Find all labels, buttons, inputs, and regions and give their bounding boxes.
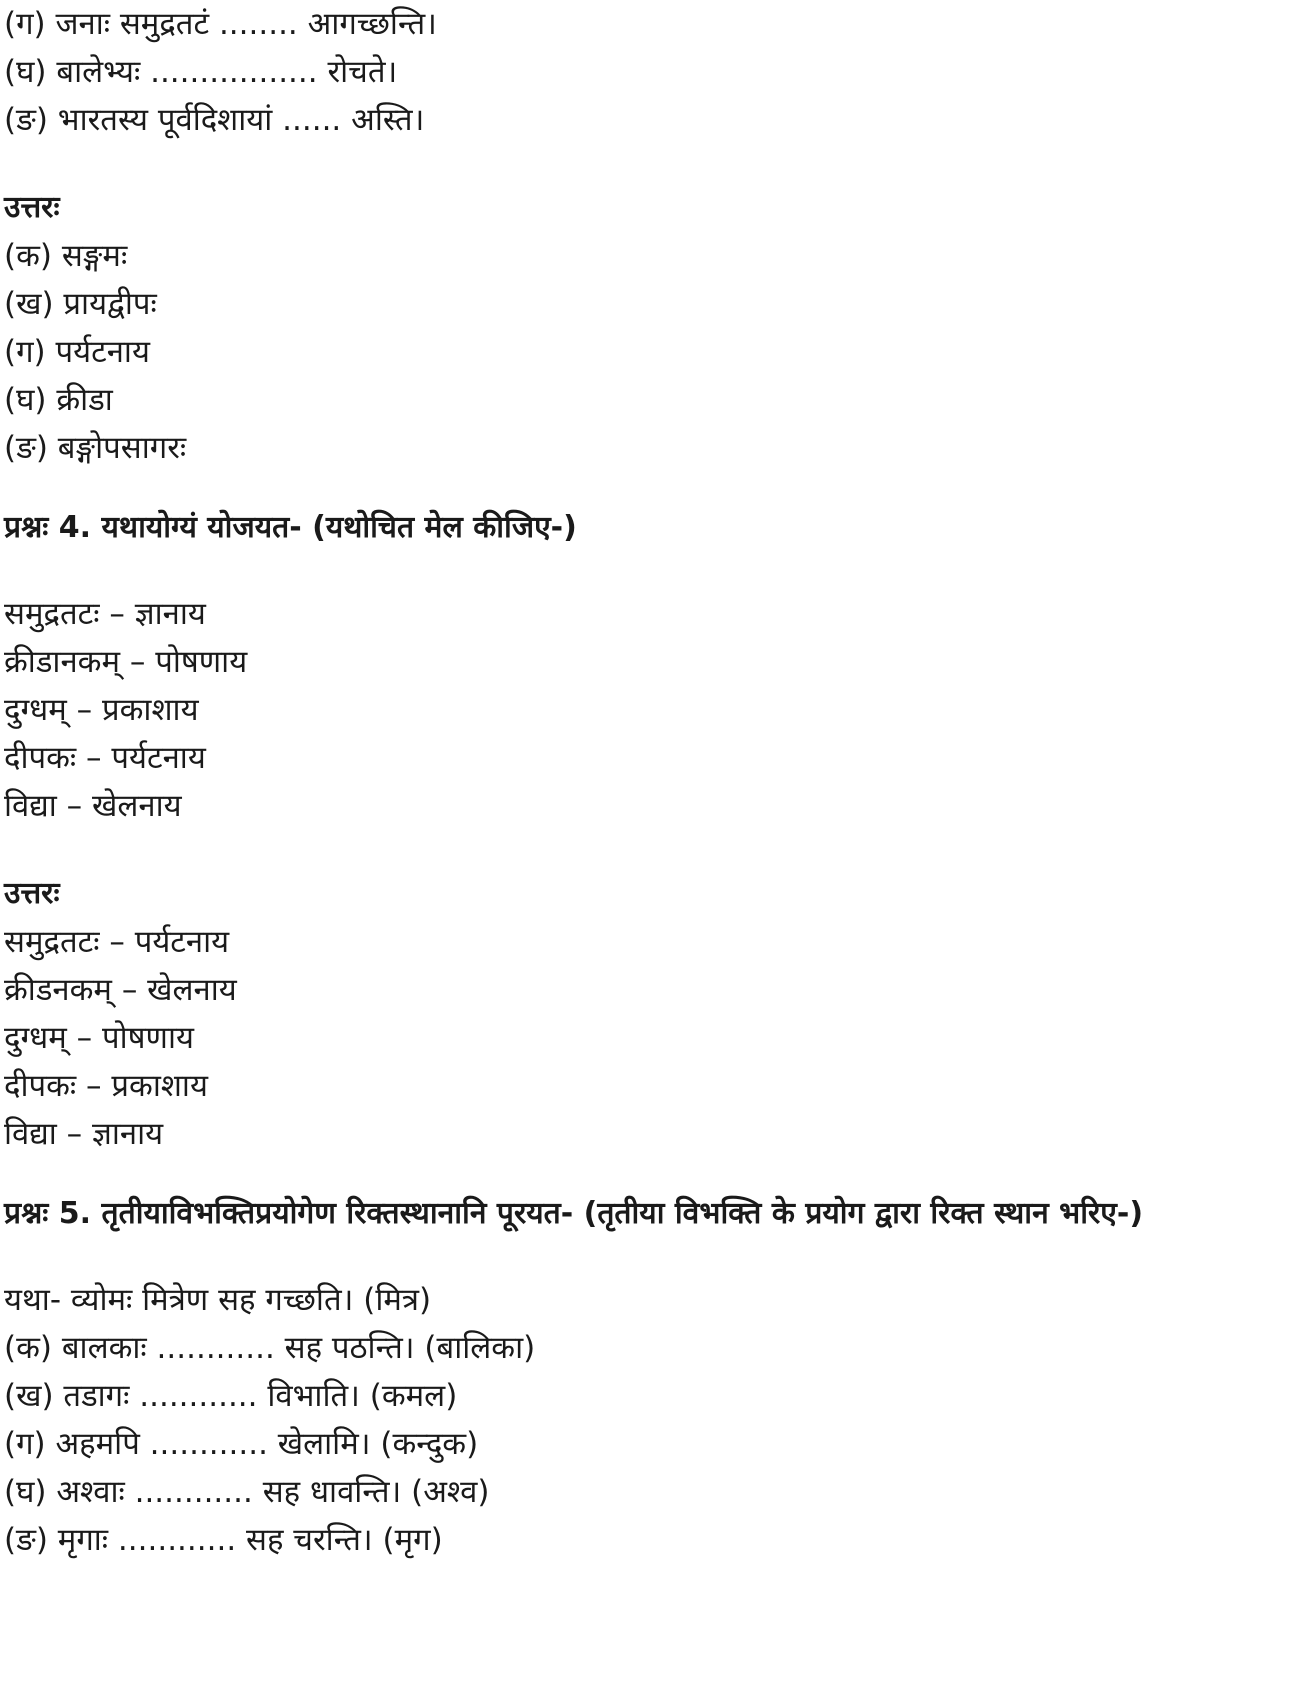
answer-line: समुद्रतटः – पर्यटनाय bbox=[4, 924, 230, 960]
answer-line: (ग) पर्यटनाय bbox=[4, 334, 150, 370]
answer-line: (घ) क्रीडा bbox=[4, 382, 113, 418]
question-heading: प्रश्नः 5. तृतीयाविभक्तिप्रयोगेण रिक्तस्थानानि पूरयत- (तृतीया विभक्ति के प्रयोग द्वारा रिक्त स्थान भरिए-) bbox=[4, 1196, 1144, 1231]
fill-line: (ङ) मृगाः ............ सह चरन्ति। (मृग) bbox=[4, 1522, 443, 1558]
match-line: क्रीडानकम् – पोषणाय bbox=[4, 644, 248, 680]
answer-label: उत्तरः bbox=[4, 190, 60, 225]
answer-line: दुग्धम् – पोषणाय bbox=[4, 1020, 194, 1056]
question4-block bbox=[4, 500, 1295, 830]
answer-line: (ख) प्रायद्वीपः bbox=[4, 286, 157, 322]
match-line: समुद्रतटः – ज्ञानाय bbox=[4, 596, 206, 632]
answer-label: उत्तरः bbox=[4, 876, 60, 911]
fill-line: (ख) तडागः ............ विभाति। (कमल) bbox=[4, 1378, 458, 1414]
answer-line: (ङ) बङ्गोपसागरः bbox=[4, 430, 187, 466]
answer3-block bbox=[4, 184, 1295, 472]
answer-line: (क) सङ्गमः bbox=[4, 238, 128, 274]
answer-line: क्रीडनकम् – खेलनाय bbox=[4, 972, 237, 1008]
question-line: (ग) जनाः समुद्रतटं ........ आगच्छन्ति। bbox=[4, 6, 437, 42]
fill-line: (क) बालकाः ............ सह पठन्ति। (बालिका) bbox=[4, 1330, 536, 1366]
fill-line: (घ) अश्वाः ............ सह धावन्ति। (अश्व) bbox=[4, 1474, 490, 1510]
question5-block bbox=[4, 1186, 1295, 1564]
question-heading: प्रश्नः 4. यथायोग्यं योजयत- (यथोचित मेल कीजिए-) bbox=[4, 510, 577, 545]
answer-line: दीपकः – प्रकाशाय bbox=[4, 1068, 208, 1104]
question-line: (ङ) भारतस्य पूर्वदिशायां ...... अस्ति। bbox=[4, 102, 425, 138]
section3-tail bbox=[4, 0, 1295, 144]
match-line: दीपकः – पर्यटनाय bbox=[4, 740, 206, 776]
match-line: विद्या – खेलनाय bbox=[4, 788, 182, 824]
match-line: दुग्धम् – प्रकाशाय bbox=[4, 692, 199, 728]
answer-line: विद्या – ज्ञानाय bbox=[4, 1116, 164, 1152]
fill-line: यथा- व्योमः मित्रेण सह गच्छति। (मित्र) bbox=[4, 1282, 432, 1318]
answer4-block bbox=[4, 870, 1295, 1158]
question-line: (घ) बालेभ्यः ................. रोचते। bbox=[4, 54, 398, 90]
fill-line: (ग) अहमपि ............ खेलामि। (कन्दुक) bbox=[4, 1426, 479, 1462]
